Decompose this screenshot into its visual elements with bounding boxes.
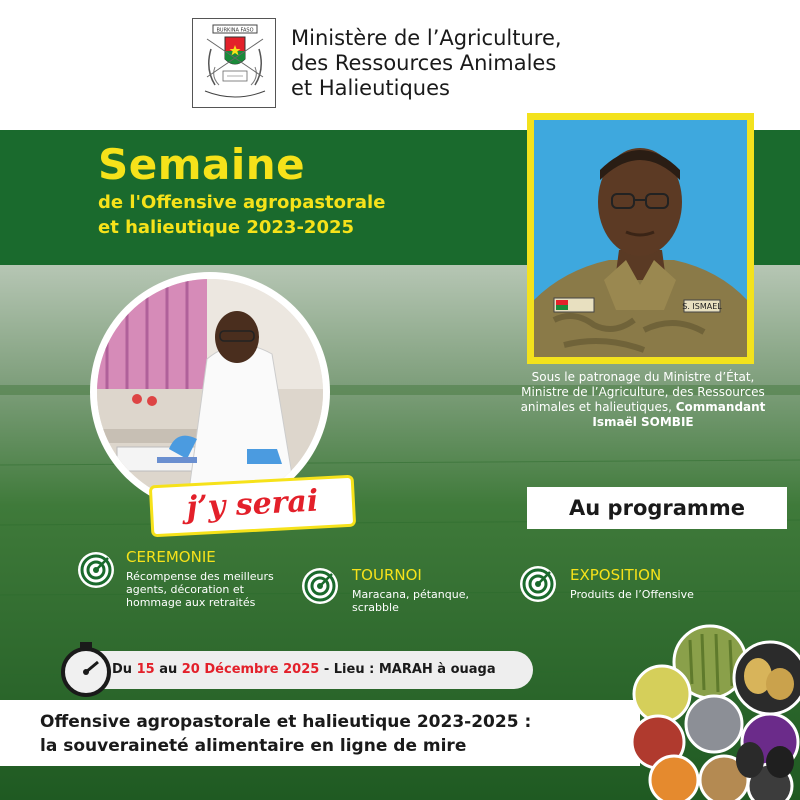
jyserai-badge (149, 475, 356, 538)
ministry-line-3: et Halieutiques (291, 76, 450, 100)
event-title: Semaine (98, 140, 306, 189)
ceremonie-desc-line-2: agents, décoration et (126, 583, 244, 596)
date-au: au (154, 662, 182, 677)
patronage-line-4: Ismaël SOMBIE (592, 415, 694, 429)
exposition-title: EXPOSITION (570, 566, 662, 584)
ceremonie-desc (126, 570, 274, 609)
tournoi-desc (352, 588, 469, 614)
target-icon (78, 552, 114, 588)
coat-of-arms-emblem (192, 18, 276, 108)
minister-portrait-frame (527, 113, 754, 364)
footer-line-2: la souveraineté alimentaire en ligne de mire (40, 736, 467, 756)
tournoi-desc-line-1: Maracana, pétanque, (352, 588, 469, 601)
ceremonie-desc-line-1: Récompense des meilleurs (126, 570, 274, 583)
target-icon (302, 568, 338, 604)
patronage-line-1: Sous le patronage du Ministre d’État, (531, 370, 755, 384)
footer-line-1: Offensive agropastorale et halieutique 2023-2025 : (40, 712, 532, 732)
patronage-line-3 (493, 400, 793, 415)
exposition-desc-line-1: Produits de l’Offensive (570, 588, 694, 601)
jyserai-text: j’y serai (185, 483, 320, 526)
uniform-name-tag: S. ISMAEL (682, 302, 722, 311)
header (0, 0, 800, 130)
patronage-line-3-plain: animales et halieutiques, (520, 400, 676, 414)
lab-photo (97, 279, 323, 505)
date-start: 15 (136, 662, 155, 677)
tournoi-desc-line-2: scrabble (352, 601, 399, 614)
event-subtitle (98, 190, 385, 240)
patronage-line-2: Ministre de l’Agriculture, des Ressources (521, 385, 765, 399)
footer-slogan (0, 700, 640, 766)
ceremonie-desc-line-3: hommage aux retraités (126, 596, 256, 609)
date-end: 20 Décembre 2025 (181, 662, 320, 677)
ceremonie-title: CEREMONIE (126, 548, 216, 566)
tournoi-title: TOURNOI (352, 566, 422, 584)
date-location-bar (88, 651, 533, 689)
programme-heading: Au programme (527, 487, 787, 529)
patronage-caption (493, 370, 793, 430)
coat-of-arms-text: BURKINA FASO (216, 27, 254, 34)
ministry-name (291, 26, 562, 101)
minister-portrait (534, 120, 747, 357)
patronage-line-3-bold: Commandant (675, 400, 766, 414)
event-subtitle-line-1: de l'Offensive agropastorale (98, 192, 386, 213)
date-du: Du (112, 662, 137, 677)
ministry-line-1: Ministère de l’Agriculture, (291, 26, 562, 50)
event-subtitle-line-2: et halieutique 2023-2025 (98, 217, 355, 238)
stopwatch-icon (58, 638, 114, 698)
ministry-line-2: des Ressources Animales (291, 51, 557, 75)
target-icon (520, 566, 556, 602)
food-products-collage (630, 620, 800, 800)
date-lieu: - Lieu : MARAH à ouaga (323, 662, 496, 677)
exposition-desc (570, 588, 694, 601)
